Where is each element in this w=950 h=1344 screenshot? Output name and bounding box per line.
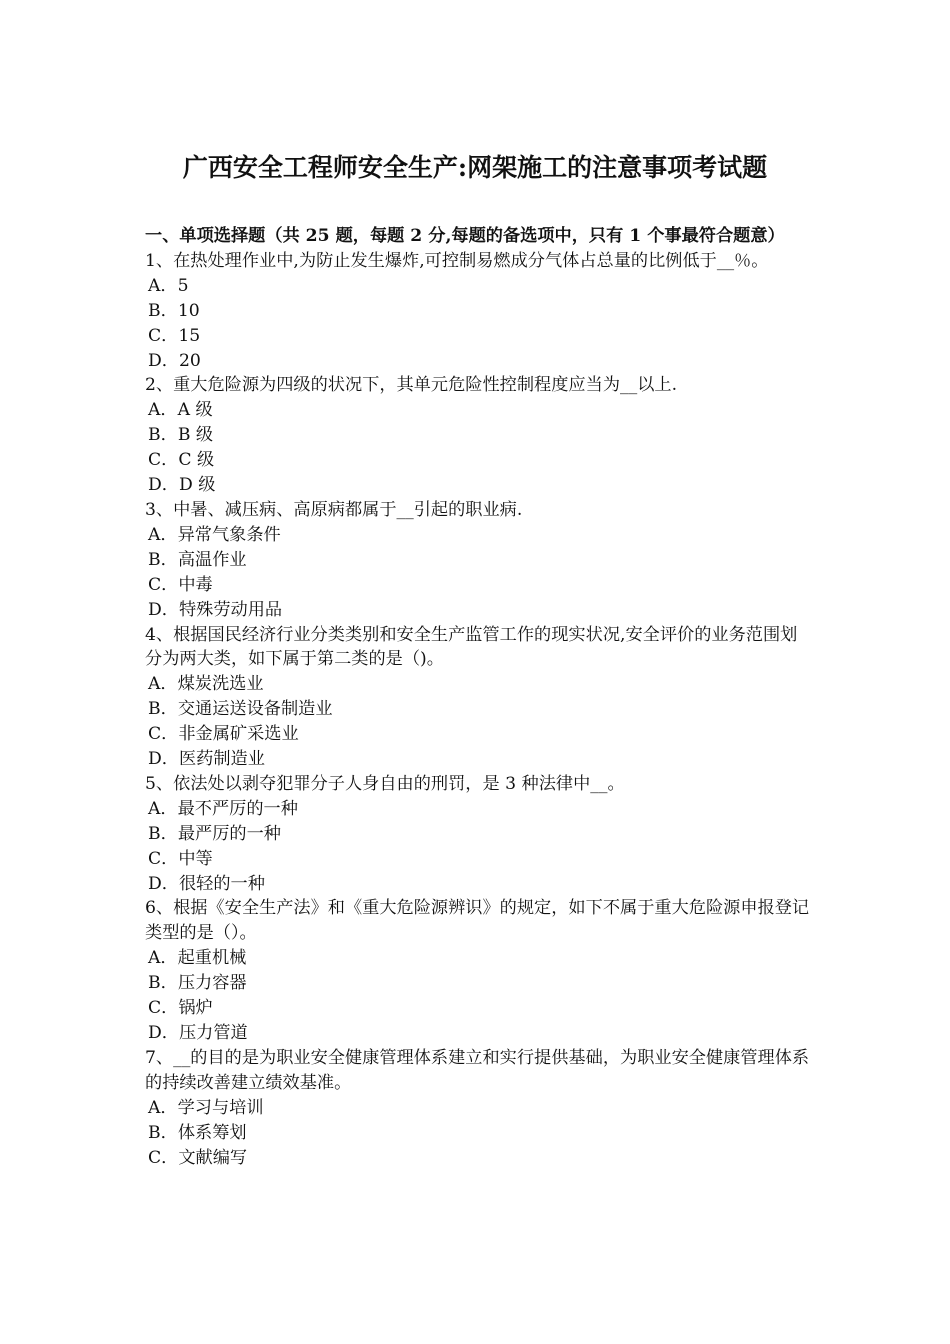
question-5 [145, 772, 810, 897]
option-a: A．最不严厉的一种 [148, 798, 298, 819]
option-c: C．C 级 [148, 450, 215, 471]
option-d: D．很轻的一种 [148, 873, 265, 894]
option-a: A．煤炭洗选业 [148, 674, 264, 695]
question-4 [145, 623, 810, 772]
question-text: 2、重大危险源为四级的状况下，其单元危险性控制程度应当为__以上. [145, 375, 678, 396]
question-2 [145, 373, 810, 498]
option-c: C．文献编写 [148, 1147, 248, 1168]
option-d: D．压力管道 [148, 1023, 248, 1043]
option-d: D．医药制造业 [148, 749, 265, 770]
option-c: C．中等 [148, 848, 213, 869]
question-text: 5、依法处以剥夺犯罪分子人身自由的刑罚，是 3 种法律中__。 [145, 773, 625, 794]
question-3 [145, 498, 810, 623]
option-b: B．压力容器 [148, 973, 247, 994]
document-body [145, 224, 810, 1170]
option-b: B．B 级 [148, 425, 214, 446]
option-b: B．交通运送设备制造业 [148, 699, 333, 720]
option-a: A．A 级 [148, 400, 213, 421]
option-a: A．5 [148, 275, 189, 296]
option-b: B．体系筹划 [148, 1122, 247, 1143]
question-text: 4、根据国民经济行业分类类别和安全生产监管工作的现实状况,安全评价的业务范围划分为两大类，如下属于第二类的是（)。 [145, 624, 798, 670]
option-a: A．异常气象条件 [148, 524, 281, 545]
option-a: A．学习与培训 [148, 1097, 264, 1118]
option-b: B．最严厉的一种 [148, 823, 281, 844]
option-c: C．非金属矿采选业 [148, 724, 299, 745]
option-c: C．中毒 [148, 574, 213, 595]
question-text: 1、在热处理作业中,为防止发生爆炸,可控制易燃成分气体占总量的比例低于__％。 [145, 250, 769, 271]
option-b: B．10 [148, 300, 200, 321]
option-d: D．特殊劳动用品 [148, 599, 283, 620]
section-heading: 一、单项选择题（共 25 题，每题 2 分,每题的备选项中，只有 1 个事最符合题意） [145, 226, 785, 246]
option-b: B．高温作业 [148, 549, 247, 570]
question-text: 3、中暑、减压病、高原病都属于__引起的职业病. [145, 499, 523, 520]
option-c: C．15 [148, 325, 201, 346]
question-7 [145, 1046, 810, 1171]
question-text: 7、__的目的是为职业安全健康管理体系建立和实行提供基础，为职业安全健康管理体系的持续改善建立绩效基准。 [145, 1047, 810, 1093]
option-c: C．锅炉 [148, 998, 213, 1019]
option-a: A．起重机械 [148, 948, 247, 969]
option-d: D．D 级 [148, 475, 216, 496]
question-text: 6、根据《安全生产法》和《重大危险源辨识》的规定，如下不属于重大危险源申报登记类型的是（）。 [145, 898, 810, 944]
question-6 [145, 896, 810, 1045]
option-d: D．20 [148, 350, 201, 371]
question-1 [145, 249, 810, 374]
document-title: 广西安全工程师安全生产:网架施工的注意事项考试题 [182, 153, 768, 182]
